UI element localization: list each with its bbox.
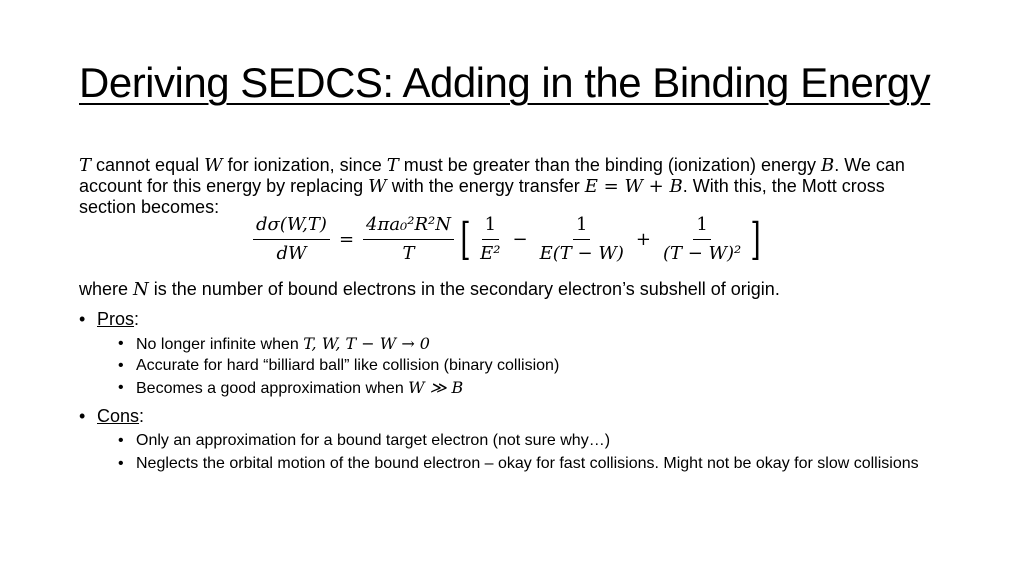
coefficient-numerator: 4πa₀²R²N	[363, 213, 454, 240]
term1-fraction	[477, 213, 503, 266]
symbol-W: W	[368, 176, 387, 197]
intro-text-4: . We can account for this energy by replacing	[79, 155, 905, 196]
term2-fraction	[537, 213, 627, 266]
term3-numerator: 1	[693, 213, 710, 240]
pros-label: Pros	[97, 309, 135, 329]
symbol-B: B	[821, 155, 835, 176]
pros-item-text: Becomes a good approximation when	[136, 380, 409, 397]
term2-denominator: E(T − W)	[539, 243, 624, 264]
symbol-T: T	[79, 155, 92, 176]
term1-denominator: E²	[480, 243, 501, 264]
pros-item	[118, 334, 956, 354]
symbol-W: W	[204, 155, 223, 176]
pros-bullet	[79, 308, 140, 330]
bullet-marker: •	[118, 335, 124, 352]
plus-sign: +	[635, 229, 651, 250]
coefficient-fraction	[363, 213, 454, 266]
where-text-1: where	[79, 279, 134, 299]
where-paragraph	[79, 279, 929, 300]
equals-sign: =	[338, 229, 355, 250]
mott-cross-section-equation	[250, 213, 764, 266]
lhs-fraction	[253, 213, 330, 266]
cons-bullet	[79, 405, 145, 427]
coefficient-denominator: T	[402, 243, 415, 264]
energy-transfer-expression: E = W + B	[584, 176, 683, 197]
symbol-N: N	[133, 279, 149, 300]
bullet-marker: •	[79, 406, 86, 426]
pros-item-text: Accurate for hard “billiard ball” like collision (binary collision)	[136, 357, 560, 374]
intro-text-2: for ionization, since	[222, 155, 387, 175]
term2-numerator: 1	[573, 213, 590, 240]
term3-denominator: (T − W)²	[662, 243, 742, 264]
cons-colon: :	[139, 406, 145, 426]
slide-title: Deriving SEDCS: Adding in the Binding Energy	[79, 59, 931, 106]
cons-item-text: Only an approximation for a bound target electron (not sure why…)	[136, 432, 611, 449]
pros-item	[118, 378, 956, 398]
bullet-marker: •	[118, 357, 124, 374]
pros-item	[118, 357, 956, 375]
bullet-marker: •	[118, 455, 124, 472]
right-bracket: ]	[750, 213, 761, 265]
cons-label: Cons	[97, 406, 140, 426]
where-text-2: is the number of bound electrons in the secondary electron’s subshell of origin.	[148, 279, 780, 299]
pros-item-math: T, W, T − W → 0	[303, 334, 430, 353]
intro-text-5: with the energy transfer	[386, 176, 585, 196]
term1-numerator: 1	[482, 213, 499, 240]
lhs-denominator: dW	[276, 243, 307, 264]
cons-item-text: Neglects the orbital motion of the bound electron – okay for fast collisions. Might not be okay for slow collisions	[136, 455, 919, 472]
left-bracket: [	[460, 213, 471, 265]
intro-text-3: must be greater than the binding (ionization) energy	[398, 155, 821, 175]
intro-text-1: cannot equal	[91, 155, 205, 175]
bullet-marker: •	[118, 432, 124, 449]
cons-item	[118, 432, 956, 450]
lhs-numerator: dσ(W,T)	[253, 213, 330, 240]
pros-item-math: W ≫ B	[408, 378, 464, 397]
intro-paragraph	[79, 155, 929, 217]
minus-sign: −	[512, 229, 528, 250]
bullet-marker: •	[79, 309, 86, 329]
cons-item	[118, 455, 956, 473]
pros-colon: :	[134, 309, 140, 329]
symbol-T: T	[386, 155, 399, 176]
intro-text-6: . With this, the Mott cross section becomes:	[79, 176, 885, 217]
pros-item-text: No longer infinite when	[136, 336, 304, 353]
term3-fraction	[660, 213, 744, 266]
bullet-marker: •	[118, 379, 124, 396]
